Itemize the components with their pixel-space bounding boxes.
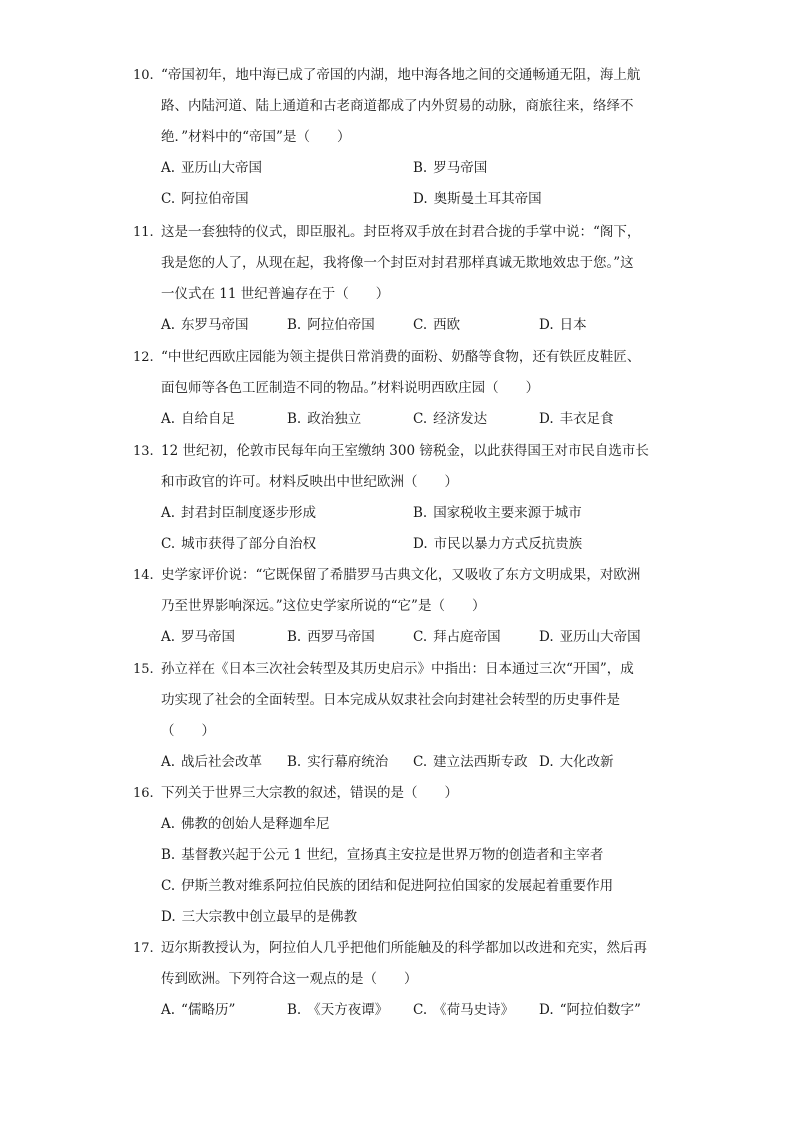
option-b[interactable]: B. 实行幕府统治 (287, 754, 389, 770)
option-c[interactable]: C. 《荷马史诗》 (413, 1002, 515, 1018)
stem-line: 史学家评价说：“它既保留了希腊罗马古典文化，又吸收了东方文明成果，对欧洲 (161, 567, 641, 583)
stem-line: “中世纪西欧庄园能为领主提供日常消费的面粉、奶酪等食物，还有铁匠皮鞋匠、 (161, 349, 641, 365)
option-a[interactable]: A. 东罗马帝国 (161, 317, 249, 333)
stem-line: 迈尔斯教授认为，阿拉伯人几乎把他们所能触及的科学都加以改进和充实，然后再 (161, 940, 647, 956)
question-stem (161, 436, 678, 498)
option-d[interactable]: D. 日本 (539, 317, 587, 333)
options (161, 404, 678, 435)
question-number: 17. (133, 941, 154, 956)
options (161, 995, 678, 1026)
option-a[interactable]: A. 亚历山大帝国 (161, 160, 263, 176)
question-12 (133, 342, 678, 435)
option-c[interactable]: C. 西欧 (413, 317, 461, 333)
options (161, 747, 678, 778)
stem-line: 孙立祥在《日本三次社会转型及其历史启示》中指出：日本通过三次“开国”，成 (161, 661, 634, 677)
option-c[interactable]: C. 伊斯兰教对维系阿拉伯民族的团结和促进阿拉伯国家的发展起着重要作用 (161, 878, 614, 894)
question-number: 10. (133, 68, 154, 83)
stem-line: 面包师等各色工匠制造不同的物品。”材料说明西欧庄园（ ） (161, 380, 540, 396)
question-13 (133, 436, 678, 560)
question-15 (133, 654, 678, 778)
stem-line: 一仪式在 11 世纪普遍存在于（ ） (161, 286, 390, 302)
question-stem (161, 217, 678, 310)
option-b[interactable]: B. 《天方夜谭》 (287, 1002, 389, 1018)
question-14 (133, 560, 678, 653)
question-11 (133, 217, 678, 341)
option-d[interactable]: D. 市民以暴力方式反抗贵族 (413, 536, 583, 552)
option-d[interactable]: D. 亚历山大帝国 (539, 629, 641, 645)
stem-line: 绝．”材料中的“帝国”是（ ） (161, 129, 351, 145)
options (161, 310, 678, 341)
option-d[interactable]: D. 三大宗教中创立最早的是佛教 (161, 909, 358, 925)
question-number: 12. (133, 350, 154, 365)
option-a[interactable]: A. 封君封臣制度逐步形成 (161, 505, 317, 521)
options (161, 809, 678, 933)
option-c[interactable]: C. 阿拉伯帝国 (161, 191, 249, 207)
option-a[interactable]: A. 佛教的创始人是释迦牟尼 (161, 816, 330, 832)
question-16 (133, 778, 678, 933)
question-number: 16. (133, 786, 154, 801)
stem-line: 下列关于世界三大宗教的叙述，错误的是（ ） (161, 785, 458, 801)
options (161, 498, 678, 560)
question-number: 15. (133, 662, 154, 677)
question-stem (161, 60, 678, 153)
stem-line: 我是您的人了，从现在起，我将像一个封臣对封君那样真诚无欺地效忠于您。”这 (161, 255, 634, 271)
option-b[interactable]: B. 阿拉伯帝国 (287, 317, 375, 333)
option-b[interactable]: B. 基督教兴起于公元 1 世纪，宣扬真主安拉是世界万物的创造者和主宰者 (161, 847, 604, 863)
question-10 (133, 60, 678, 215)
question-number: 14. (133, 568, 154, 583)
stem-line: （ ） (161, 723, 215, 739)
option-d[interactable]: D. “阿拉伯数字” (539, 1002, 641, 1018)
option-a[interactable]: A. 罗马帝国 (161, 629, 236, 645)
stem-line: 功实现了社会的全面转型。日本完成从奴隶社会向封建社会转型的历史事件是 (161, 692, 620, 708)
question-stem (161, 778, 678, 809)
question-stem (161, 654, 678, 747)
question-stem (161, 560, 678, 622)
option-a[interactable]: A. 自给自足 (161, 411, 236, 427)
option-b[interactable]: B. 西罗马帝国 (287, 629, 375, 645)
question-stem (161, 342, 678, 404)
option-d[interactable]: D. 大化改新 (539, 754, 614, 770)
option-c[interactable]: C. 城市获得了部分自治权 (161, 536, 317, 552)
option-a[interactable]: A. 战后社会改革 (161, 754, 263, 770)
option-c[interactable]: C. 经济发达 (413, 411, 488, 427)
option-d[interactable]: D. 丰衣足食 (539, 411, 614, 427)
options (161, 153, 678, 215)
option-a[interactable]: A. “儒略历” (161, 1002, 236, 1018)
option-c[interactable]: C. 建立法西斯专政 (413, 754, 528, 770)
option-d[interactable]: D. 奥斯曼土耳其帝国 (413, 191, 542, 207)
stem-line: 和市政官的许可。材料反映出中世纪欧洲（ ） (161, 474, 458, 490)
stem-line: “帝国初年，地中海已成了帝国的内湖，地中海各地之间的交通畅通无阻，海上航 (161, 67, 641, 83)
stem-line: 乃至世界影响深远。”这位史学家所说的“它”是（ ） (161, 598, 486, 614)
question-number: 13. (133, 444, 154, 459)
option-c[interactable]: C. 拜占庭帝国 (413, 629, 501, 645)
question-number: 11. (133, 225, 154, 240)
stem-line: 路、内陆河道、陆上通道和古老商道都成了内外贸易的动脉，商旅往来，络绎不 (161, 98, 634, 114)
option-b[interactable]: B. 国家税收主要来源于城市 (413, 505, 582, 521)
stem-line: 12 世纪初，伦敦市民每年向王室缴纳 300 镑税金，以此获得国王对市民自选市长 (161, 443, 649, 459)
option-b[interactable]: B. 政治独立 (287, 411, 362, 427)
question-stem (161, 933, 678, 995)
question-17 (133, 933, 678, 1026)
stem-line: 传到欧洲。下列符合这一观点的是（ ） (161, 971, 418, 987)
options (161, 622, 678, 653)
option-b[interactable]: B. 罗马帝国 (413, 160, 488, 176)
stem-line: 这是一套独特的仪式，即臣服礼。封臣将双手放在封君合拢的手掌中说：“阁下， (161, 224, 641, 240)
